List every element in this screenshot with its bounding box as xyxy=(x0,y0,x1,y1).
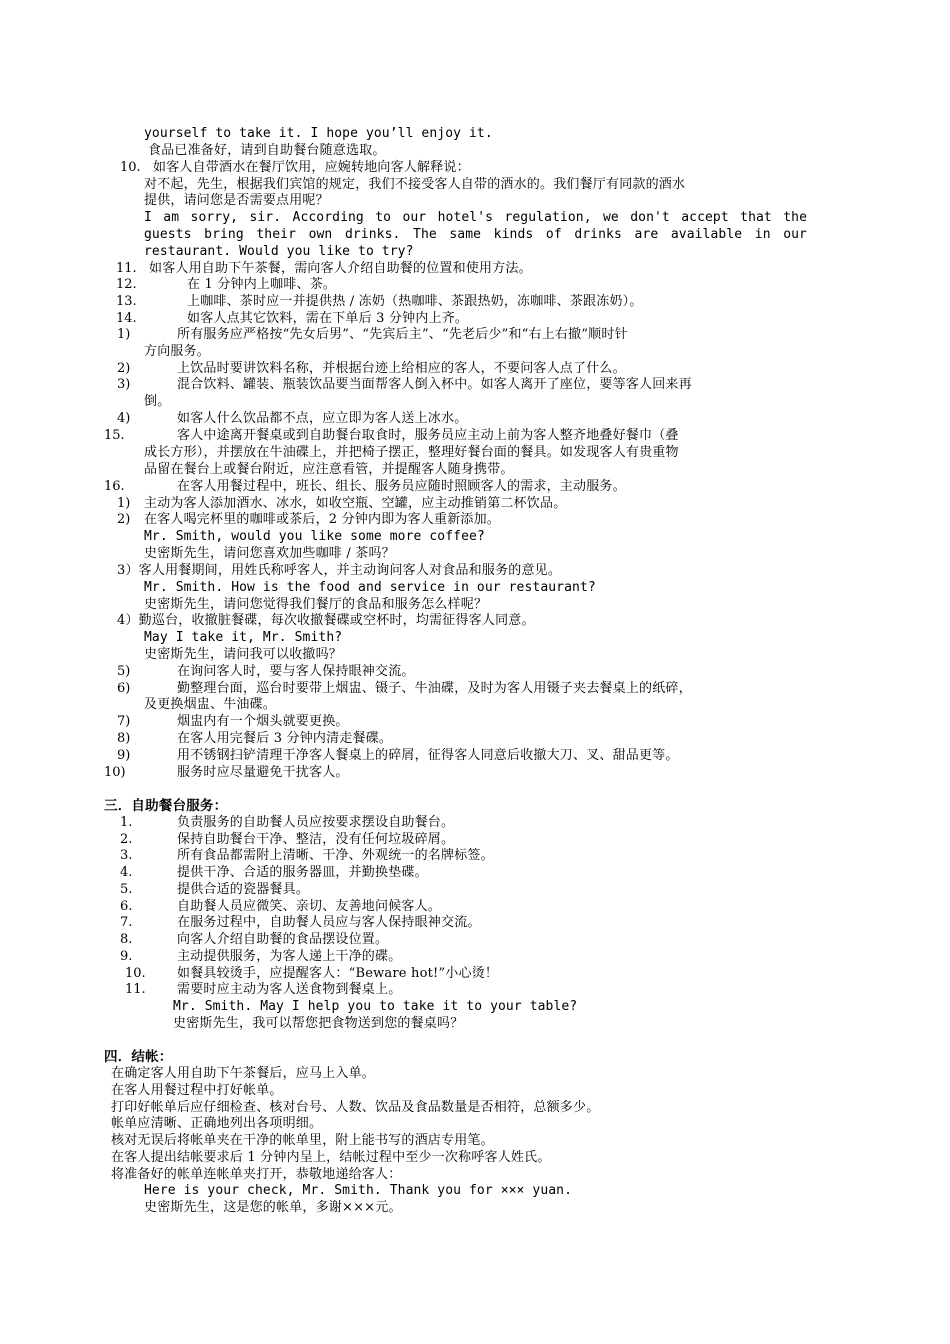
text-line: 主动为客人添加酒水、冰水，如收空瓶、空罐，应主动推销第二杯饮品。 xyxy=(144,496,567,511)
text-line: 提供，请问您是否需要点用呢？ xyxy=(144,193,329,208)
item-number: 11. xyxy=(116,261,137,276)
text-line: 品留在餐台上或餐台附近，应注意看管，并提醒客人随身携带。 xyxy=(144,462,514,477)
text-line: 在客人用完餐后 3 分钟内清走餐碟。 xyxy=(177,731,393,746)
text-line: 服务时应尽量避免干扰客人。 xyxy=(177,765,349,780)
text-line: 核对无误后将帐单夹在干净的帐单里，附上能书写的酒店专用笔。 xyxy=(111,1133,494,1148)
text-line: 食品已准备好，请到自助餐台随意选取。 xyxy=(148,143,386,158)
item-number: 14. xyxy=(116,311,137,326)
english-line: May I take it, Mr. Smith? xyxy=(144,630,343,645)
list-item: 保持自助餐台干净、整洁，没有任何垃圾碎屑。 xyxy=(177,832,455,847)
text-line: 在 1 分钟内上咖啡、茶。 xyxy=(187,277,337,292)
list-item: 向客人介绍自助餐的食品摆设位置。 xyxy=(177,932,389,947)
text-line: 4）勤巡台，收撤脏餐碟，每次收撤餐碟或空杯时，均需征得客人同意。 xyxy=(117,613,535,628)
text-line: 史密斯先生，这是您的帐单，多谢×××元。 xyxy=(144,1200,402,1215)
list-item: 需要时应主动为客人送食物到餐桌上。 xyxy=(177,982,402,997)
text-line: 在客人提出结帐要求后 1 分钟内呈上，结帐过程中至少一次称呼客人姓氏。 xyxy=(111,1150,551,1165)
text-line: 倒。 xyxy=(144,394,171,409)
item-number: 6) xyxy=(117,681,131,696)
english-line: Mr. Smith, would you like some more coffee? xyxy=(144,529,485,544)
item-number: 3) xyxy=(117,377,131,392)
item-number: 9) xyxy=(117,748,131,763)
english-line: I am sorry, sir. According to our hotel's regulation, we don't accept that the xyxy=(144,210,807,225)
item-number: 10) xyxy=(104,765,126,780)
list-item: 提供干净、合适的服务器皿，并勤换垫碟。 xyxy=(177,865,428,880)
item-number: 10. xyxy=(125,966,146,981)
english-line: Mr. Smith. May I help you to take it to your table? xyxy=(173,999,578,1014)
item-number: 5) xyxy=(117,664,131,679)
text-line: 史密斯先生，请问我可以收撤吗？ xyxy=(144,647,343,662)
english-line: restaurant. Would you like to try? xyxy=(144,244,414,259)
text-line: 如客人自带酒水在餐厅饮用，应婉转地向客人解释说： xyxy=(153,160,470,175)
item-number: 5. xyxy=(120,882,133,897)
list-item: 提供合适的瓷器餐具。 xyxy=(177,882,310,897)
text-line: 用不锈钢扫铲清理干净客人餐桌上的碎屑，征得客人同意后收撤大刀、叉、甜品更等。 xyxy=(177,748,679,763)
list-item: 自助餐人员应微笑、亲切、友善地问候客人。 xyxy=(177,899,442,914)
text-line: 打印好帐单后应仔细检查、核对台号、人数、饮品及食品数量是否相符，总额多少。 xyxy=(111,1100,600,1115)
list-item: 在服务过程中，自助餐人员应与客人保持眼神交流。 xyxy=(177,915,481,930)
list-item: 如餐具较烫手，应提醒客人：“Beware hot!”小心烫！ xyxy=(177,966,499,981)
text-line: 所有服务应严格按“先女后男”、“先宾后主”、“先老后少”和“右上右撤”顺时针 xyxy=(177,327,628,342)
text-line: 上饮品时要讲饮料名称，并根据台迹上给相应的客人，不要问客人点了什么。 xyxy=(177,361,626,376)
text-line: 如客人什么饮品都不点，应立即为客人送上冰水。 xyxy=(177,411,468,426)
text-line: 将准备好的帐单连帐单夹打开，恭敬地递给客人： xyxy=(111,1167,402,1182)
text-line: 成长方形），并摆放在牛油碟上，并把椅子摆正，整理好餐台面的餐具。如发现客人有贵重物 xyxy=(144,445,679,460)
english-line: Here is your check, Mr. Smith. Thank you for ××× yuan. xyxy=(144,1183,573,1198)
text-line: 在客人用餐过程中打好帐单。 xyxy=(111,1083,283,1098)
text-line: 如客人用自助下午茶餐，需向客人介绍自助餐的位置和使用方法。 xyxy=(149,261,532,276)
text-line: 客人中途离开餐桌或到自助餐台取食时，服务员应主动上前为客人整齐地叠好餐巾（叠 xyxy=(177,428,679,443)
item-number: 3. xyxy=(120,848,133,863)
text-line: 在确定客人用自助下午茶餐后，应马上入单。 xyxy=(111,1066,376,1081)
item-number: 10. xyxy=(120,160,141,175)
list-item: 主动提供服务，为客人递上干净的碟。 xyxy=(177,949,402,964)
section-heading: 四．结帐： xyxy=(104,1049,173,1065)
text-line: 史密斯先生，请问您喜欢加些咖啡 / 茶吗？ xyxy=(144,546,395,561)
list-item: 负责服务的自助餐人员应按要求摆设自助餐台。 xyxy=(177,815,455,830)
item-number: 12. xyxy=(116,277,137,292)
text-line: 在询问客人时，要与客人保持眼神交流。 xyxy=(177,664,415,679)
item-number: 13. xyxy=(116,294,137,309)
item-number: 1. xyxy=(120,815,133,830)
item-number: 16. xyxy=(104,479,125,494)
text-line: 方向服务。 xyxy=(144,344,211,359)
text-line: 勤整理台面，巡台时要带上烟盅、镊子、牛油碟，及时为客人用镊子夹去餐桌上的纸碎， xyxy=(177,681,692,696)
item-number: 8) xyxy=(117,731,131,746)
text-line: 在客人喝完杯里的咖啡或茶后，2 分钟内即为客人重新添加。 xyxy=(144,512,501,527)
item-number: 11. xyxy=(125,982,146,997)
item-number: 4) xyxy=(117,411,131,426)
text-line: 在客人用餐过程中，班长、组长、服务员应随时照顾客人的需求，主动服务。 xyxy=(177,479,626,494)
text-line: 烟盅内有一个烟头就要更换。 xyxy=(177,714,349,729)
text-line: 史密斯先生，请问您觉得我们餐厅的食品和服务怎么样呢？ xyxy=(144,597,488,612)
item-number: 9. xyxy=(120,949,133,964)
item-number: 2) xyxy=(117,361,131,376)
text-line: 混合饮料、罐装、瓶装饮品要当面帮客人倒入杯中。如客人离开了座位，要等客人回来再 xyxy=(177,377,692,392)
english-line: Mr. Smith. How is the food and service in our restaurant? xyxy=(144,580,596,595)
item-number: 1) xyxy=(117,327,131,342)
item-number: 2. xyxy=(120,832,133,847)
english-line: yourself to take it. I hope you’ll enjoy it. xyxy=(144,126,493,141)
list-item: 所有食品都需附上清晰、干净、外观统一的名牌标签。 xyxy=(177,848,494,863)
text-line: 3）客人用餐期间，用姓氏称呼客人，并主动询问客人对食品和服务的意见。 xyxy=(117,563,562,578)
item-number: 6. xyxy=(120,899,133,914)
text-line: 上咖啡、茶时应一并提供热 / 冻奶（热咖啡、茶跟热奶，冻咖啡、茶跟冻奶）。 xyxy=(187,294,643,309)
item-number: 7) xyxy=(117,714,131,729)
item-number: 15. xyxy=(104,428,125,443)
item-number: 8. xyxy=(120,932,133,947)
item-number: 7. xyxy=(120,915,133,930)
item-number: 2) xyxy=(117,512,131,527)
item-number: 4. xyxy=(120,865,133,880)
item-number: 1) xyxy=(117,496,131,511)
english-line: guests bring their own drinks. The same kinds of drinks are available in our xyxy=(144,227,807,242)
text-line: 如客人点其它饮料，需在下单后 3 分钟内上齐。 xyxy=(187,311,469,326)
text-line: 帐单应清晰、正确地列出各项明细。 xyxy=(111,1116,323,1131)
text-line: 及更换烟盅、牛油碟。 xyxy=(144,697,277,712)
section-heading: 三．自助餐台服务： xyxy=(104,798,228,814)
text-line: 对不起，先生，根据我们宾馆的规定，我们不接受客人自带的酒水的。我们餐厅有同款的酒水 xyxy=(144,177,686,192)
text-line: 史密斯先生，我可以帮您把食物送到您的餐桌吗？ xyxy=(173,1016,464,1031)
